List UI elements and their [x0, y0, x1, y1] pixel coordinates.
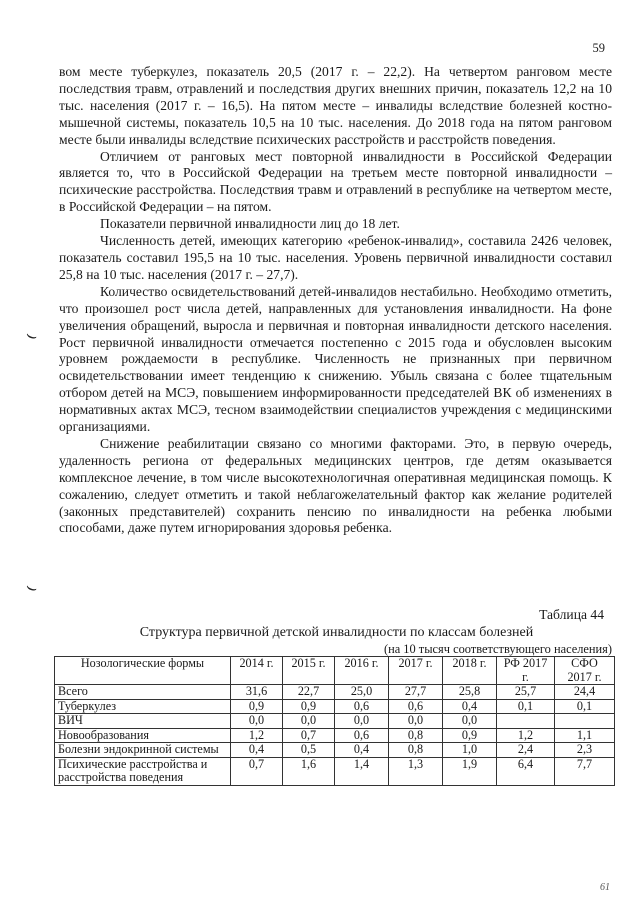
table-cell: 0,9 — [443, 728, 497, 743]
table-row — [55, 714, 615, 729]
table-title: Структура первичной детской инвалидности по классам болезней — [139, 625, 534, 640]
table-cell: 1,6 — [283, 757, 335, 785]
paragraph: Численность детей, имеющих категорию «ребенок-инвалид», составила 2426 человек, показатель составил 195,5 на 10 тыс. населения. Уровень первичной инвалидности составил 25,8 на 10 тыс. населения (2017 г. – 27,7). — [59, 233, 612, 282]
table-cell: 6,4 — [497, 757, 555, 785]
table-cell: 0,9 — [283, 699, 335, 714]
table-cell: 0,5 — [283, 743, 335, 758]
table-cell: 25,0 — [335, 685, 389, 700]
paragraph: Отличием от ранговых мест повторной инвалидности в Российской Федерации является то, что в Российской Федерации на третьем месте повторной инвалидности – психические расстройства. Последствия травм и отравлений в республике на четвертом месте, в Российской Федерации – на пятом. — [59, 148, 612, 215]
table-cell: 1,3 — [389, 757, 443, 785]
table-cell: 27,7 — [389, 685, 443, 700]
table-cell: 0,4 — [335, 743, 389, 758]
table-cell: 24,4 — [555, 685, 615, 700]
margin-mark: ⌣ — [22, 323, 41, 347]
table-cell: 0,4 — [443, 699, 497, 714]
table-cell: 0,7 — [283, 728, 335, 743]
table-cell: 0,6 — [335, 699, 389, 714]
table-cell: 0,0 — [231, 714, 283, 729]
row-label: Новообразования — [55, 728, 231, 743]
table-cell: 0,0 — [389, 714, 443, 729]
body-text — [59, 64, 612, 537]
table-cell: 1,4 — [335, 757, 389, 785]
corner-mark: 61 — [600, 882, 610, 893]
table-cell: 0,6 — [389, 699, 443, 714]
table-header-cell: 2015 г. — [283, 657, 335, 685]
table-cell: 0,1 — [555, 699, 615, 714]
table-cell: 0,6 — [335, 728, 389, 743]
table-cell: 1,9 — [443, 757, 497, 785]
paragraph: Снижение реабилитации связано со многими факторами. Это, в первую очередь, удаленность региона от федеральных медицинских центров, где детям оказывается комплексное лечение, в том числе высокотехнологичная оперативная медицинская помощь. К сожалению, следует отметить и такой неблагожелательный фактор как желание родителей (законных представителей) сохранить пенсию по инвалидности на ребенка любыми способами, даже путем игнорирования здоровья ребенка. — [59, 435, 612, 536]
table-row — [55, 757, 615, 785]
row-label: Туберкулез — [55, 699, 231, 714]
table-header-cell: СФО 2017 г. — [555, 657, 615, 685]
table-cell: 25,8 — [443, 685, 497, 700]
table-header-cell: 2017 г. — [389, 657, 443, 685]
table-cell: 0,0 — [335, 714, 389, 729]
table-cell: 0,9 — [231, 699, 283, 714]
table-header-row — [55, 657, 615, 685]
page-number: 59 — [592, 41, 605, 55]
paragraph: вом месте туберкулез, показатель 20,5 (2017 г. – 22,2). На четвертом ранговом месте последствия травм, отравлений и последствия других внешних причин, показатель 12,2 на 10 тыс. населения (2017 г. – 16,5). На пятом месте – инвалиды вследствие болезней костно-мышечной системы, показатель 10,5 на 10 тыс. населения. До 2018 года на пятом ранговом месте были инвалиды вследствие психических расстройств и расстройств поведения. — [59, 64, 612, 147]
table-cell: 22,7 — [283, 685, 335, 700]
row-label: Психические расстройства и расстройства поведения — [55, 757, 231, 785]
table-header-cell: РФ 2017 г. — [497, 657, 555, 685]
table-cell: 0,0 — [283, 714, 335, 729]
table-cell: 25,7 — [497, 685, 555, 700]
table-cell — [497, 714, 555, 729]
table-cell: 2,4 — [497, 743, 555, 758]
table-row — [55, 728, 615, 743]
table-cell — [555, 714, 615, 729]
table-row — [55, 685, 615, 700]
table-cell: 0,8 — [389, 728, 443, 743]
table-cell: 1,2 — [231, 728, 283, 743]
table-cell: 1,0 — [443, 743, 497, 758]
paragraph: Показатели первичной инвалидности лиц до 18 лет. — [100, 216, 400, 232]
table-cell: 0,4 — [231, 743, 283, 758]
table-cell: 0,8 — [389, 743, 443, 758]
margin-mark: ⌣ — [22, 575, 41, 599]
table-header-cell: 2014 г. — [231, 657, 283, 685]
row-label: Всего — [55, 685, 231, 700]
data-table — [54, 656, 615, 786]
paragraph: Количество освидетельствований детей-инвалидов нестабильно. Необходимо отметить, что произошел рост числа детей, направленных для установления инвалидности. На фоне увеличения обращений, выросла и первичная и повторная инвалидности детского населения. Рост первичной инвалидности отмечается постепенно с 2015 года и обусловлен высоким уровнем рождаемости в республике. Численность не признанных при первичном освидетельствовании имеет тенденцию к снижению. Убыль связана с более тщательным отбором детей на МСЭ, повышением информированности председателей ВК об изменениях в нормативных актах МСЭ, тесном взаимодействии специалистов учреждения с медицинскими организациями. — [59, 283, 612, 435]
table-cell: 0,1 — [497, 699, 555, 714]
table-header-cell: 2016 г. — [335, 657, 389, 685]
table-row — [55, 743, 615, 758]
table-cell: 2,3 — [555, 743, 615, 758]
table-header-cell: 2018 г. — [443, 657, 497, 685]
table-cell: 7,7 — [555, 757, 615, 785]
row-label: Болезни эндокринной системы — [55, 743, 231, 758]
table-cell: 0,0 — [443, 714, 497, 729]
table-row — [55, 699, 615, 714]
table-cell: 31,6 — [231, 685, 283, 700]
table-cell: 1,2 — [497, 728, 555, 743]
table-label: Таблица 44 — [539, 607, 604, 622]
table-header-cell: Нозологические формы — [55, 657, 231, 685]
table-cell: 1,1 — [555, 728, 615, 743]
table-subtitle: (на 10 тысяч соответствующего населения) — [383, 642, 612, 656]
table-cell: 0,7 — [231, 757, 283, 785]
row-label: ВИЧ — [55, 714, 231, 729]
